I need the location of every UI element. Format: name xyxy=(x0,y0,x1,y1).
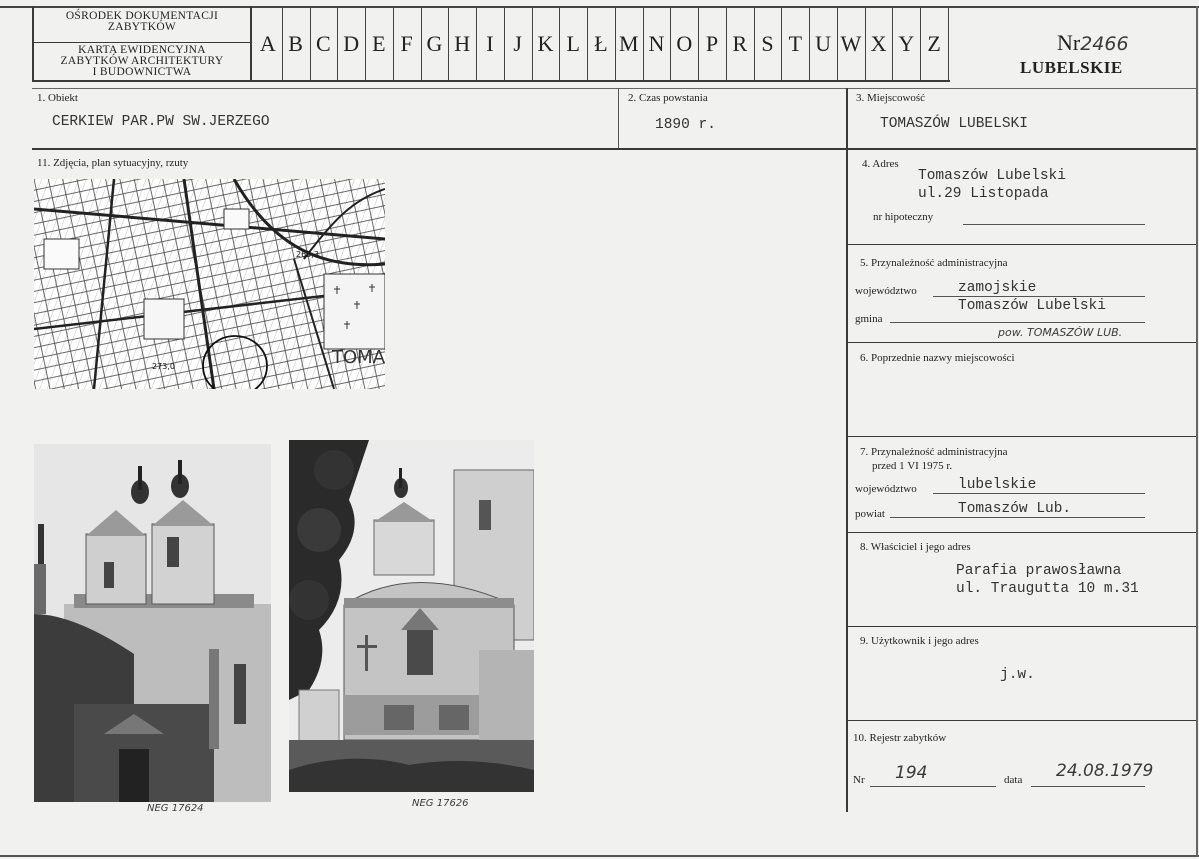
przynaleznosc-1975-sublabel: przed 1 VI 1975 r. xyxy=(872,460,953,472)
sep-9-10 xyxy=(847,720,1197,721)
sep-7-8 xyxy=(847,532,1197,533)
uzytkownik-label: 9. Użytkownik i jego adres xyxy=(860,635,979,647)
wojewodztwo-1975-line xyxy=(933,493,1145,494)
alphabet-letter: W xyxy=(840,31,862,56)
site-map xyxy=(34,179,385,389)
gmina-label: gmina xyxy=(855,313,883,325)
miejscowosc-label: 3. Miejscowość xyxy=(856,92,926,104)
sep-6-7 xyxy=(847,436,1197,437)
main-column-sep xyxy=(846,88,848,812)
sep-8-9 xyxy=(847,626,1197,627)
map-elevation-1: 265,3 xyxy=(296,250,319,259)
map-elevation-2: 273,0 xyxy=(152,362,175,371)
alphabet-letter: D xyxy=(343,31,360,56)
card-number-value: 2466 xyxy=(1080,33,1129,55)
hipoteczny-label: nr hipoteczny xyxy=(873,211,934,223)
powiat-1975-label: powiat xyxy=(855,508,885,520)
alphabet-letter: L xyxy=(566,31,580,56)
alphabet-letter: Ł xyxy=(594,31,608,56)
obiekt-label: 1. Obiekt xyxy=(37,92,78,104)
rejestr-nr-label: Nr xyxy=(853,774,865,786)
zdjecia-label: 11. Zdjęcia, plan sytuacyjny, rzuty xyxy=(37,157,189,169)
powiat-handwritten-note: pow. TOMASZÓW LUB. xyxy=(998,326,1123,339)
photo-1-negative-number: NEG 17624 xyxy=(147,803,204,814)
alphabet-letter: B xyxy=(288,31,303,56)
alphabet-letter: O xyxy=(676,31,693,56)
rejestr-nr-line xyxy=(870,786,996,787)
czas-value: 1890 r. xyxy=(655,117,716,133)
alphabet-divider xyxy=(948,8,949,80)
church-photo-apse xyxy=(289,440,534,792)
alphabet-letter: C xyxy=(316,31,331,56)
alphabet-letter: U xyxy=(815,31,831,56)
alphabet-letter: G xyxy=(426,31,443,56)
poprzednie-nazwy-label: 6. Poprzednie nazwy miejscowości xyxy=(860,352,1015,364)
alphabet-letter: T xyxy=(788,31,803,56)
powiat-1975-value: Tomaszów Lub. xyxy=(958,501,1072,517)
photo-2-negative-number: NEG 17626 xyxy=(412,798,469,809)
sep-5-6 xyxy=(847,342,1197,343)
alphabet-letter: A xyxy=(259,31,276,56)
map-town-label: TOMA xyxy=(332,347,385,368)
alphabet-letter: M xyxy=(618,31,639,56)
miejscowosc-value: TOMASZÓW LUBELSKI xyxy=(880,116,1028,132)
alphabet-letter: Y xyxy=(898,31,915,56)
card-title-line-2: ZABYTKÓW ARCHITEKTURY xyxy=(60,55,224,67)
institution-title xyxy=(34,11,250,33)
bottom-border xyxy=(0,855,1199,857)
alphabet-letter: S xyxy=(761,31,774,56)
sep-4-5 xyxy=(847,244,1197,245)
alphabet-letter: E xyxy=(372,31,386,56)
wlasciciel-line-1: Parafia prawosławna xyxy=(956,563,1122,579)
alphabet-letter: X xyxy=(870,31,887,56)
wlasciciel-line-2: ul. Traugutta 10 m.31 xyxy=(956,581,1139,597)
alphabet-letter: H xyxy=(454,31,471,56)
rejestr-data-value: 24.08.1979 xyxy=(1056,761,1154,781)
wojewodztwo-value: zamojskie xyxy=(958,280,1037,296)
row1-bottom xyxy=(32,148,1197,150)
alphabet-letter: Z xyxy=(927,31,941,56)
institution-line-2: ZABYTKÓW xyxy=(107,21,177,33)
obiekt-value: CERKIEW PAR.PW SW.JERZEGO xyxy=(52,114,270,130)
institution-line-1: OŚRODEK DOKUMENTACJI xyxy=(65,10,219,22)
hipoteczny-line xyxy=(963,224,1145,225)
gmina-value: Tomaszów Lubelski xyxy=(958,298,1106,314)
alphabet-letter: I xyxy=(486,31,494,56)
rejestr-data-label: data xyxy=(1004,774,1023,786)
card-number-label: Nr xyxy=(1057,30,1081,55)
header-box-border xyxy=(250,6,252,81)
card-title xyxy=(34,45,250,78)
adres-line-1: Tomaszów Lubelski xyxy=(918,168,1066,184)
alphabet-letter: R xyxy=(732,31,748,56)
wlasciciel-label: 8. Właściciel i jego adres xyxy=(860,541,971,553)
church-photo-front xyxy=(34,444,271,802)
wojewodztwo-1975-value: lubelskie xyxy=(958,477,1037,493)
rejestr-nr-value: 194 xyxy=(895,763,928,783)
gmina-line xyxy=(890,322,1145,323)
adres-line-2: ul.29 Listopada xyxy=(918,186,1049,202)
alphabet-letter: F xyxy=(400,31,413,56)
card-number xyxy=(1057,30,1129,56)
alphabet-letter: J xyxy=(513,31,522,56)
przynaleznosc-label: 5. Przynależność administracyjna xyxy=(860,257,1008,269)
card-title-line-3: I BUDOWNICTWA xyxy=(92,66,192,78)
wojewodztwo-label: województwo xyxy=(855,285,917,297)
wojewodztwo-1975-label: województwo xyxy=(855,483,917,495)
alphabet-letter: N xyxy=(648,31,665,56)
region-label: LUBELSKIE xyxy=(1020,58,1123,77)
alphabet-letter: K xyxy=(537,31,554,56)
wojewodztwo-line xyxy=(933,296,1145,297)
row1-sep-a xyxy=(618,88,619,148)
alphabet-letter: P xyxy=(705,31,719,56)
header-bottom-border xyxy=(32,80,950,82)
card-title-line-1: KARTA EWIDENCYJNA xyxy=(78,44,206,56)
right-border xyxy=(1196,6,1198,857)
row1-top xyxy=(32,88,1197,89)
header-divider xyxy=(32,42,250,43)
adres-label: 4. Adres xyxy=(862,158,899,170)
powiat-1975-line xyxy=(890,517,1145,518)
rejestr-data-line xyxy=(1031,786,1145,787)
czas-label: 2. Czas powstania xyxy=(628,92,708,104)
uzytkownik-value: j.w. xyxy=(1000,667,1035,683)
rejestr-label: 10. Rejestr zabytków xyxy=(853,732,947,744)
przynaleznosc-1975-label: 7. Przynależność administracyjna xyxy=(860,446,1008,458)
